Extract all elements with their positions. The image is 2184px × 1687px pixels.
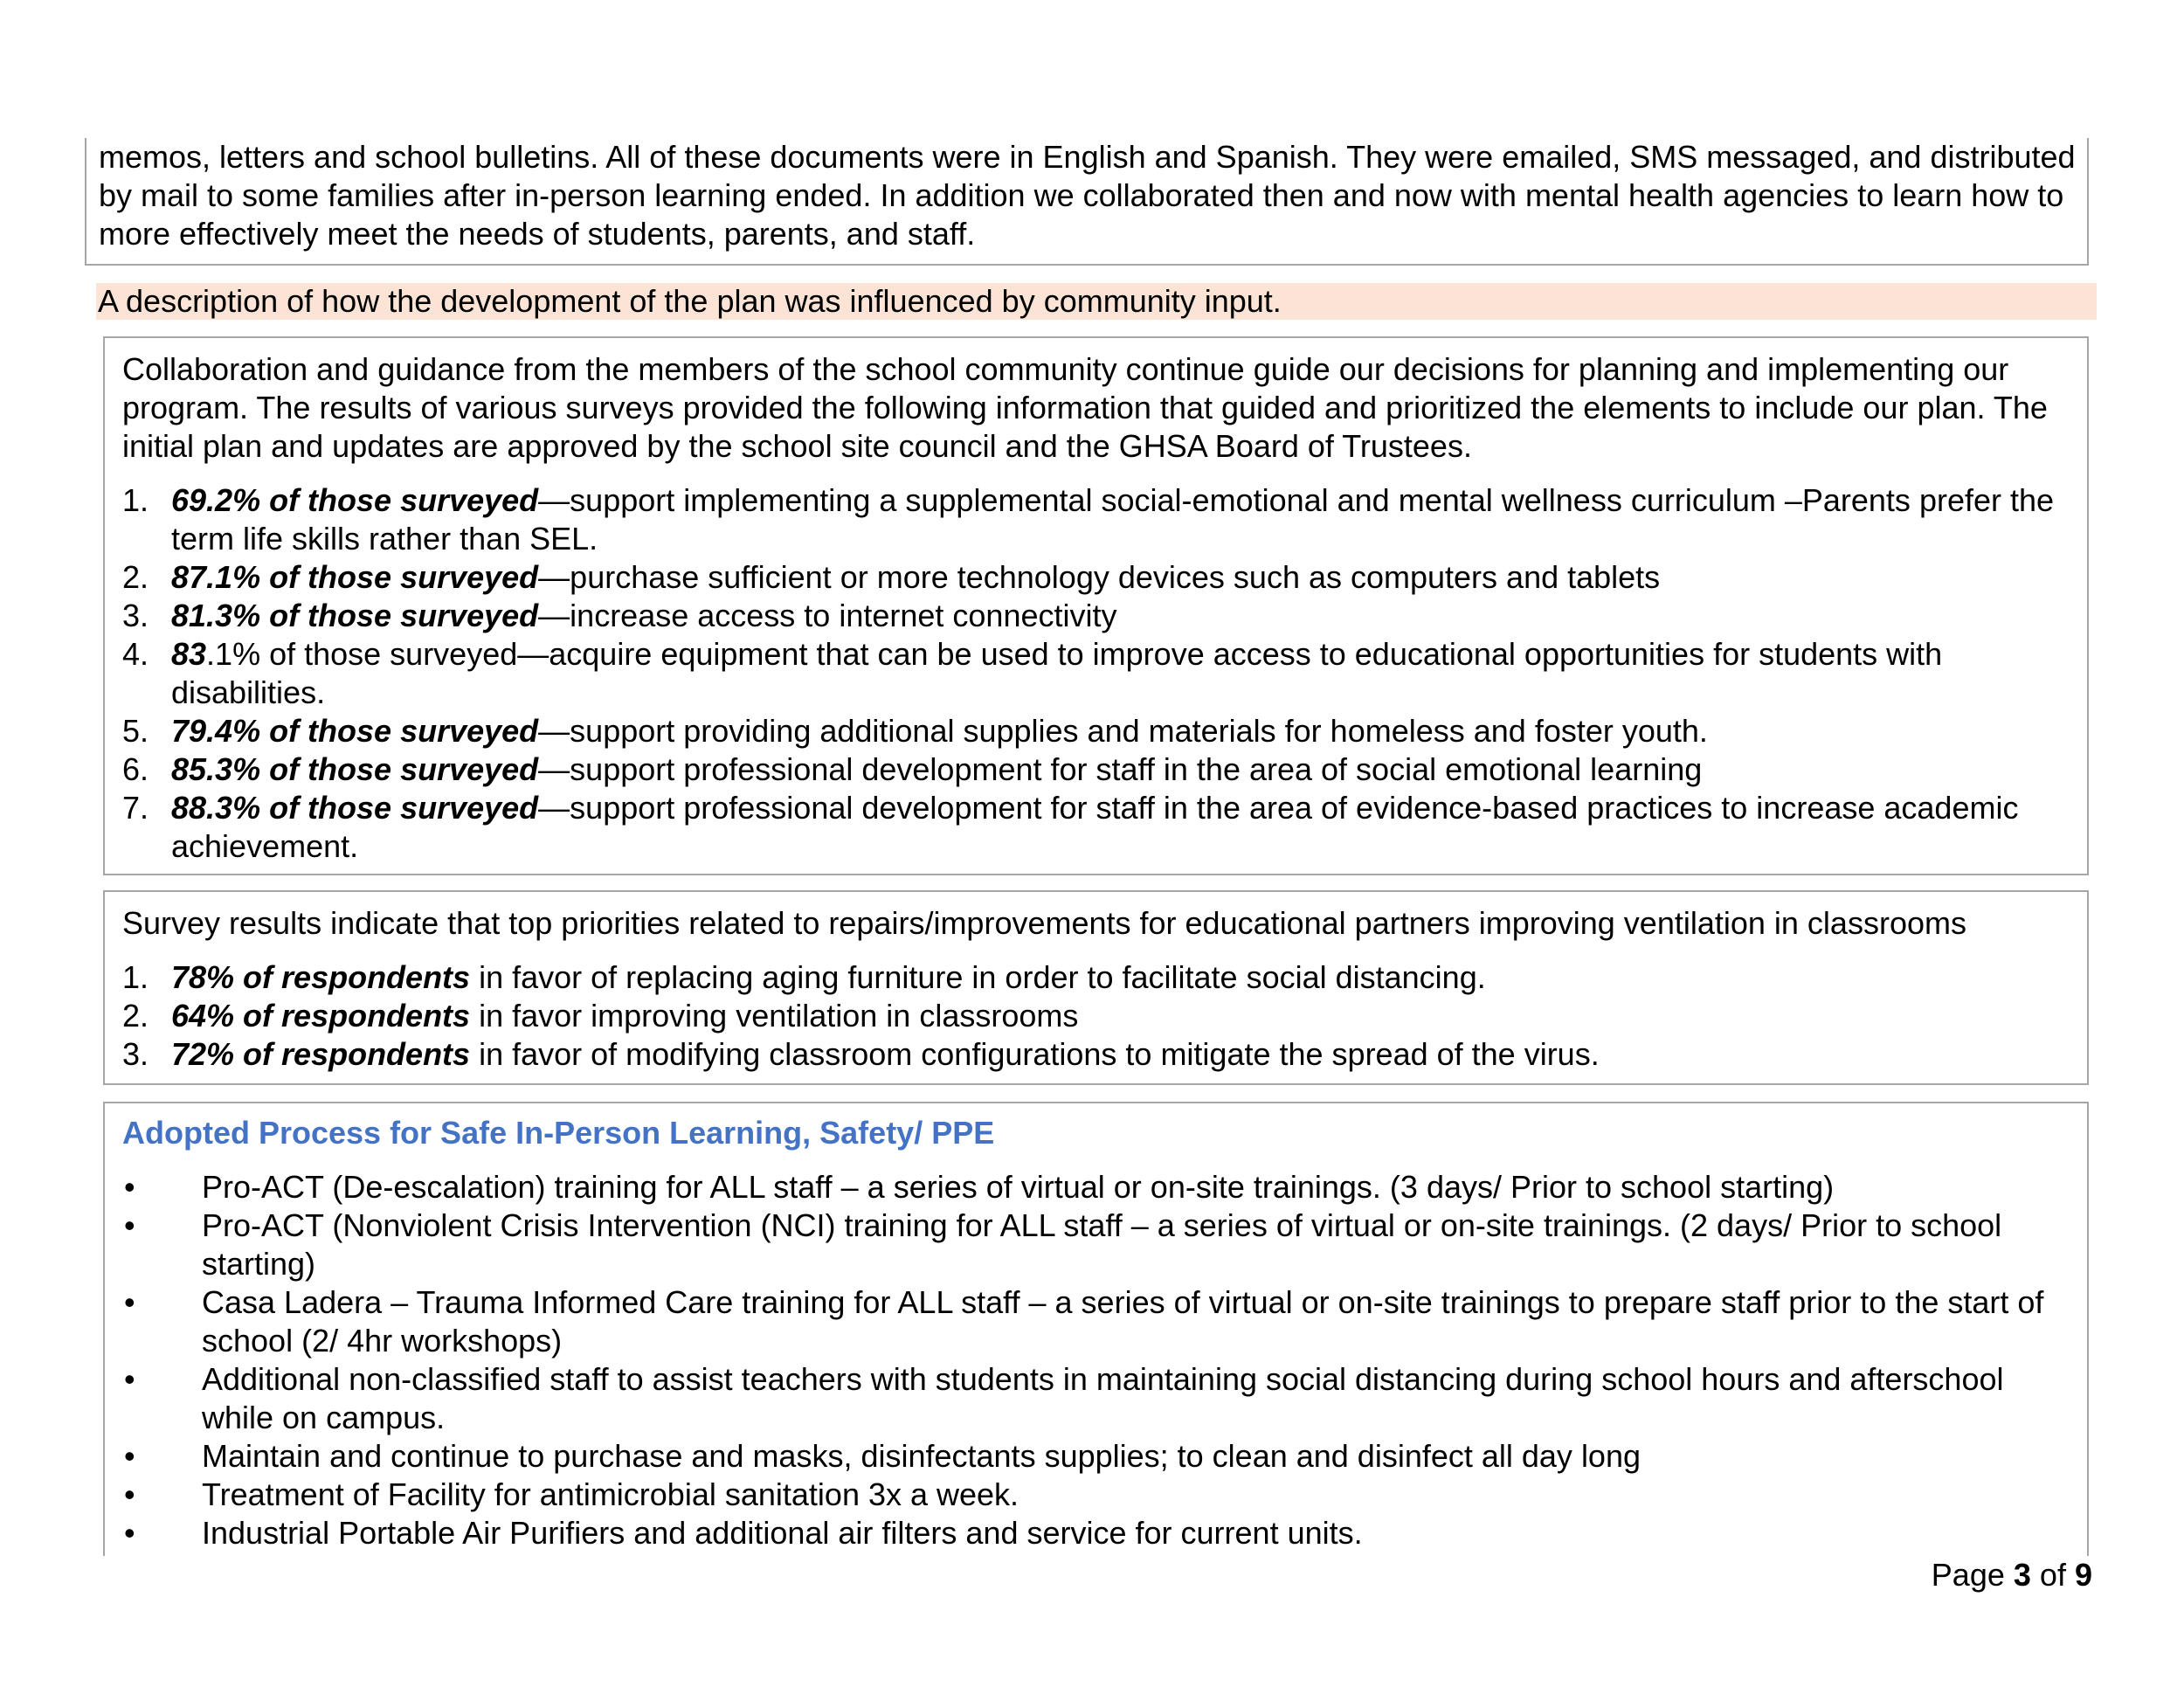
item-emphasis: 69.2% of those surveyed bbox=[171, 482, 539, 518]
item-text: —increase access to internet connectivity bbox=[538, 598, 1117, 633]
list-item bbox=[122, 635, 2087, 712]
continued-paragraph: memos, letters and school bulletins. All of these documents were in English and Spanish. They were emailed, SMS messaged, and distributed by mail to some families after in-person learning ended. In addition we collaborated then and now with mental health agencies to learn how to more effectively meet the needs of students, parents, and staff. bbox=[99, 139, 2076, 252]
safety-process-list bbox=[122, 1168, 2087, 1552]
item-emphasis: 87.1% of those surveyed bbox=[171, 559, 539, 595]
list-item bbox=[122, 1035, 2087, 1074]
bullet-icon: • bbox=[124, 1438, 135, 1474]
section-heading: Adopted Process for Safe In-Person Learning, Safety/ PPE bbox=[122, 1115, 995, 1151]
item-text: Treatment of Facility for antimicrobial sanitation 3x a week. bbox=[202, 1476, 1019, 1512]
item-emphasis: 81.3% of those surveyed bbox=[171, 598, 539, 633]
item-text: Maintain and continue to purchase and masks, disinfectants supplies; to clean and disinfect all day long bbox=[202, 1438, 1641, 1474]
item-text: —purchase sufficient or more technology devices such as computers and tablets bbox=[538, 559, 1661, 595]
item-number: 7. bbox=[122, 790, 149, 826]
bullet-icon: • bbox=[124, 1207, 135, 1243]
list-item bbox=[122, 1360, 2087, 1437]
community-input-box bbox=[103, 336, 2089, 875]
item-emphasis: 88.3% of those surveyed bbox=[171, 790, 539, 826]
list-item bbox=[122, 1476, 2087, 1514]
survey-results-list bbox=[122, 958, 2087, 1074]
list-item bbox=[122, 789, 2087, 866]
item-number: 2. bbox=[122, 559, 149, 595]
page-footer bbox=[1932, 1556, 2092, 1594]
item-number: 3. bbox=[122, 1036, 149, 1072]
safety-process-box bbox=[103, 1102, 2089, 1556]
item-text: Casa Ladera – Trauma Informed Care training for ALL staff – a series of virtual or on-site trainings to prepare staff prior to the start of school (2/ 4hr workshops) bbox=[202, 1284, 2044, 1359]
page-label: Page bbox=[1931, 1557, 2005, 1593]
item-text: Pro-ACT (De-escalation) training for ALL staff – a series of virtual or on-site trainings. (3 days/ Prior to school starting) bbox=[202, 1169, 1835, 1205]
item-emphasis: 64% of respondents bbox=[171, 998, 471, 1034]
item-emphasis: 83 bbox=[171, 636, 207, 672]
item-number: 5. bbox=[122, 713, 149, 749]
list-item bbox=[122, 1206, 2087, 1283]
item-text: Pro-ACT (Nonviolent Crisis Intervention (NCI) training for ALL staff – a series of virtual or on-site trainings. (2 days/ Prior to school starting) bbox=[202, 1207, 2002, 1282]
survey-results-box bbox=[103, 890, 2089, 1085]
item-text: in favor improving ventilation in classrooms bbox=[470, 998, 1079, 1034]
item-text: —support professional development for staff in the area of evidence-based practices to increase academic achievement. bbox=[171, 790, 2019, 864]
item-text: in favor of modifying classroom configurations to mitigate the spread of the virus. bbox=[470, 1036, 1600, 1072]
continued-text-box bbox=[85, 138, 2089, 266]
community-survey-list bbox=[122, 481, 2087, 866]
section-prompt: A description of how the development of the plan was influenced by community input. bbox=[96, 283, 2097, 320]
item-number: 4. bbox=[122, 636, 149, 672]
item-emphasis: 79.4% of those surveyed bbox=[171, 713, 539, 749]
item-emphasis: 78% of respondents bbox=[171, 959, 471, 995]
item-number: 6. bbox=[122, 751, 149, 787]
of-label: of bbox=[2039, 1557, 2066, 1593]
item-text: —support implementing a supplemental social-emotional and mental wellness curriculum –Parents prefer the term life skills rather than SEL. bbox=[171, 482, 2055, 557]
bullet-icon: • bbox=[124, 1169, 135, 1205]
item-number: 3. bbox=[122, 598, 149, 633]
bullet-icon: • bbox=[124, 1361, 135, 1397]
list-item bbox=[122, 558, 2087, 597]
list-item bbox=[122, 997, 2087, 1035]
item-text: .1% of those surveyed—acquire equipment that can be used to improve access to educational opportunities for students with disabilities. bbox=[171, 636, 1943, 710]
item-number: 2. bbox=[122, 998, 149, 1034]
list-item bbox=[122, 1437, 2087, 1476]
bullet-icon: • bbox=[124, 1476, 135, 1512]
item-text: Industrial Portable Air Purifiers and additional air filters and service for current units. bbox=[202, 1515, 1363, 1551]
community-intro: Collaboration and guidance from the members of the school community continue guide our decisions for planning and implementing our program. The results of various surveys provided the following information that guided and prioritized the elements to include our plan. The initial plan and updates are approved by the school site council and the GHSA Board of Trustees. bbox=[122, 351, 2048, 464]
item-text: —support professional development for staff in the area of social emotional learning bbox=[538, 751, 1703, 787]
bullet-icon: • bbox=[124, 1284, 135, 1320]
item-number: 1. bbox=[122, 482, 149, 518]
list-item bbox=[122, 481, 2087, 558]
item-emphasis: 85.3% of those surveyed bbox=[171, 751, 539, 787]
page-number: 3 bbox=[2013, 1557, 2031, 1593]
item-text: Additional non-classified staff to assist teachers with students in maintaining social distancing during school hours and afterschool while on campus. bbox=[202, 1361, 2004, 1435]
list-item bbox=[122, 1283, 2087, 1360]
item-text: in favor of replacing aging furniture in order to facilitate social distancing. bbox=[470, 959, 1486, 995]
page-total: 9 bbox=[2074, 1557, 2092, 1593]
item-emphasis: 72% of respondents bbox=[171, 1036, 471, 1072]
bullet-icon: • bbox=[124, 1515, 135, 1551]
list-item bbox=[122, 958, 2087, 997]
list-item bbox=[122, 712, 2087, 750]
list-item bbox=[122, 1514, 2087, 1552]
item-text: —support providing additional supplies and materials for homeless and foster youth. bbox=[538, 713, 1708, 749]
list-item bbox=[122, 1168, 2087, 1206]
item-number: 1. bbox=[122, 959, 149, 995]
list-item bbox=[122, 597, 2087, 635]
survey-intro: Survey results indicate that top priorities related to repairs/improvements for educational partners improving ventilation in classrooms bbox=[122, 905, 1966, 941]
list-item bbox=[122, 750, 2087, 789]
